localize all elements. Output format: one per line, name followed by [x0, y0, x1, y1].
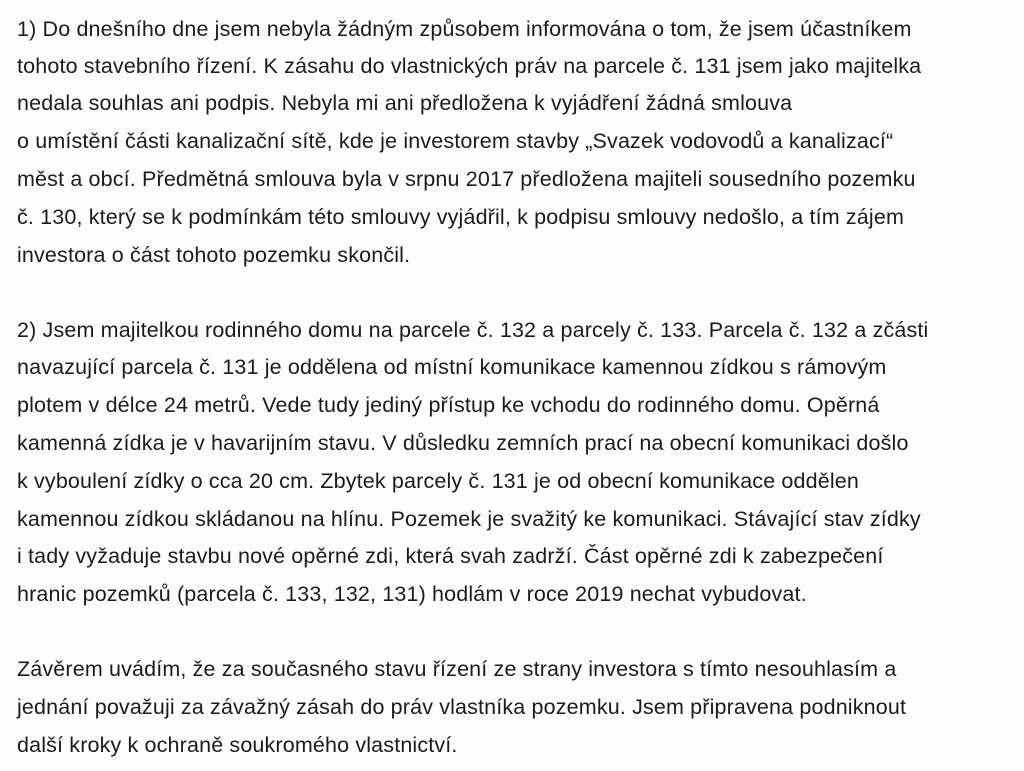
paragraph-line: i tady vyžaduje stavbu nové opěrné zdi, která svah zadrží. Část opěrné zdi k zabezpečení	[17, 544, 884, 568]
paragraph-line: jednání považuji za závažný zásah do práv vlastníka pozemku. Jsem připravena podniknout	[17, 695, 907, 719]
paragraph-line: k vyboulení zídky o cca 20 cm. Zbytek parcely č. 131 je od obecní komunikace oddělen	[17, 469, 859, 493]
paragraph-line: měst a obcí. Předmětná smlouva byla v srpnu 2017 předložena majiteli sousedního pozemku	[17, 167, 916, 191]
paragraph-line: tohoto stavebního řízení. K zásahu do vlastnických práv na parcele č. 131 jsem jako majitelka	[17, 54, 922, 78]
paragraph-line: 1) Do dnešního dne jsem nebyla žádným způsobem informována o tom, že jsem účastníkem	[17, 17, 912, 41]
paragraph-line: hranic pozemků (parcela č. 133, 132, 131) hodlám v roce 2019 nechat vybudovat.	[17, 582, 807, 606]
paragraph-line: kamennou zídkou skládanou na hlínu. Pozemek je svažitý ke komunikaci. Stávající stav zídky	[17, 507, 921, 531]
paragraph-line: plotem v délce 24 metrů. Vede tudy jediný přístup ke vchodu do rodinného domu. Opěrná	[17, 393, 880, 417]
paragraph-line: kamenná zídka je v havarijním stavu. V důsledku zemních prací na obecní komunikaci došlo	[17, 431, 909, 455]
paragraph-line: navazující parcela č. 131 je oddělena od místní komunikace kamennou zídkou s rámovým	[17, 355, 887, 379]
paragraph-line: o umístění části kanalizační sítě, kde je investorem stavby „Svazek vodovodů a kanalizací“	[17, 129, 894, 153]
paragraph-line: 2) Jsem majitelkou rodinného domu na parcele č. 132 a parcely č. 133. Parcela č. 132 a zčásti	[17, 318, 929, 342]
paragraph-line: Závěrem uvádím, že za současného stavu řízení ze strany investora s tímto nesouhlasím a	[17, 657, 897, 681]
paragraph-line: č. 130, který se k podmínkám této smlouvy vyjádřil, k podpisu smlouvy nedošlo, a tím zájem	[17, 205, 904, 229]
paragraph-line: investora o část tohoto pozemku skončil.	[17, 243, 411, 267]
paragraph-line: další kroky k ochraně soukromého vlastnictví.	[17, 733, 458, 757]
paragraph-line: nedala souhlas ani podpis. Nebyla mi ani předložena k vyjádření žádná smlouva	[17, 91, 793, 115]
